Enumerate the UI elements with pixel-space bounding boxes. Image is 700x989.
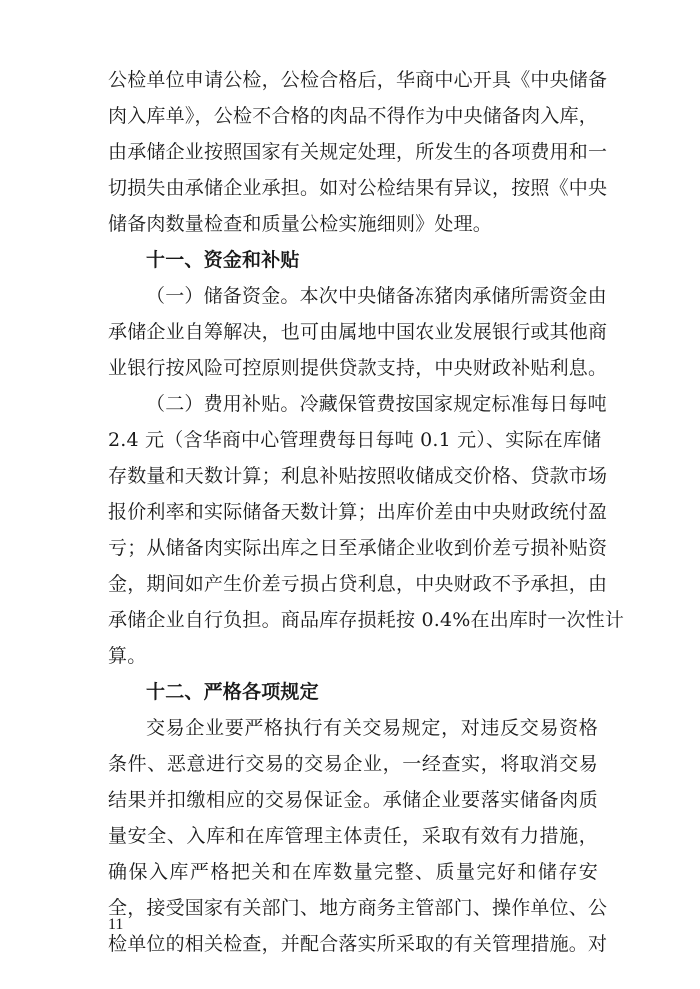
text-line: 存数量和天数计算；利息补贴按照收储成交价格、贷款市场 <box>108 465 608 487</box>
document-body <box>108 62 625 962</box>
text-line: 储备肉数量检查和质量公检实施细则》处理。 <box>108 213 493 235</box>
text-line: 条件、恶意进行交易的交易企业，一经查实，将取消交易 <box>108 753 598 775</box>
text-line: 承储企业自行负担。商品库存损耗按 0.4%在出库时一次性计 <box>108 609 625 631</box>
text-line: （一）储备资金。本次中央储备冻猪肉承储所需资金由 <box>146 285 607 307</box>
text-line: 报价利率和实际储备天数计算；出库价差由中央财政统付盈 <box>108 501 608 523</box>
section-heading: 十一、资金和补贴 <box>146 249 300 271</box>
text-line: 亏；从储备肉实际出库之日至承储企业收到价差亏损补贴资 <box>108 537 608 559</box>
text-line: 量安全、入库和在库管理主体责任，采取有效有力措施， <box>108 825 598 847</box>
text-line: 由承储企业按照国家有关规定处理，所发生的各项费用和一 <box>108 141 608 163</box>
text-line: 确保入库严格把关和在库数量完整、质量完好和储存安 <box>108 861 598 883</box>
text-line: 结果并扣缴相应的交易保证金。承储企业要落实储备肉质 <box>108 789 598 811</box>
text-line: 切损失由承储企业承担。如对公检结果有异议，按照《中央 <box>108 177 608 199</box>
text-line: 业银行按风险可控原则提供贷款支持，中央财政补贴利息。 <box>108 357 608 379</box>
text-line: 公检单位申请公检，公检合格后，华商中心开具《中央储备 <box>108 69 608 91</box>
page-number: 11 <box>108 916 124 933</box>
text-line: 检单位的相关检查，并配合落实所采取的有关管理措施。对 <box>108 933 608 955</box>
section-heading: 十二、严格各项规定 <box>146 681 319 703</box>
text-line: 肉入库单》，公检不合格的肉品不得作为中央储备肉入库， <box>108 105 598 127</box>
text-line: 交易企业要严格执行有关交易规定，对违反交易资格 <box>146 717 598 739</box>
text-line: （二）费用补贴。冷藏保管费按国家规定标准每日每吨 <box>146 393 607 415</box>
text-line: 承储企业自筹解决，也可由属地中国农业发展银行或其他商 <box>108 321 608 343</box>
text-line: 全，接受国家有关部门、地方商务主管部门、操作单位、公 <box>108 897 608 919</box>
text-line: 金，期间如产生价差亏损占贷利息，中央财政不予承担，由 <box>108 573 608 595</box>
text-line: 算。 <box>108 645 147 667</box>
text-line: 2.4 元（含华商中心管理费每日每吨 0.1 元）、实际在库储 <box>108 429 602 451</box>
